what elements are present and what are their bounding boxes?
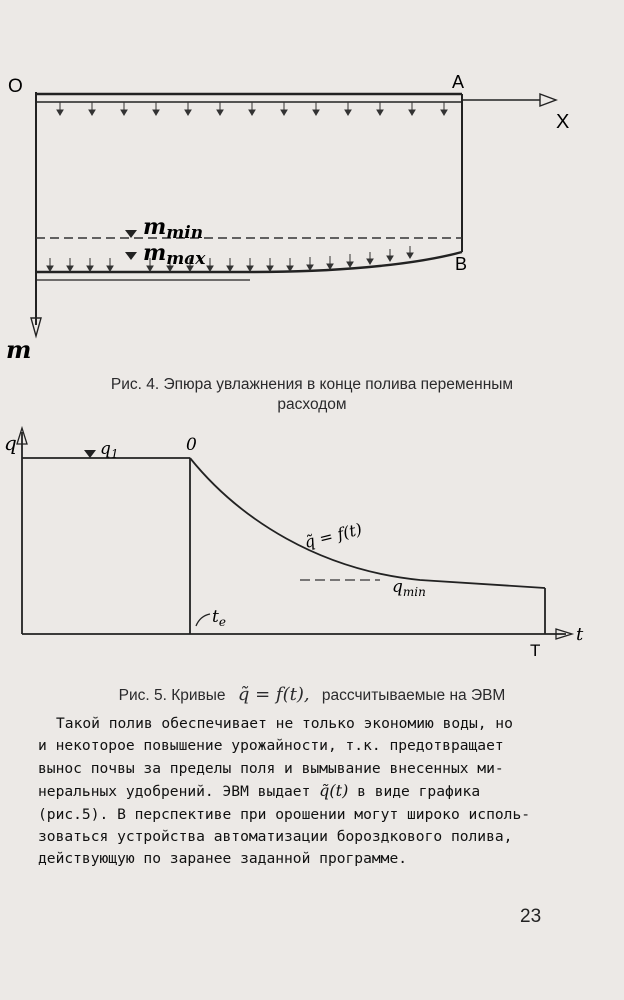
figure-4-caption <box>0 376 624 414</box>
body-paragraph <box>38 713 598 871</box>
label-q1-sub: 1 <box>110 447 119 461</box>
label-origin: O <box>8 76 23 97</box>
label-T: T <box>530 641 541 660</box>
label-m-axis: m <box>6 335 32 364</box>
page-number: 23 <box>520 906 542 927</box>
body-line-4-formula: q̃(t) <box>319 781 349 801</box>
label-m-max <box>143 240 206 269</box>
figure-5-caption-formula: q̃ = f(t), <box>237 684 310 705</box>
body-line-1: Такой полив обеспечивает не только экономию воды, но <box>56 715 513 732</box>
label-m-min-sub: min <box>166 223 204 243</box>
figure-4-caption-line-1: Рис. 4. Эпюра увлажнения в конце полива переменным <box>110 376 514 393</box>
label-q1 <box>100 439 119 461</box>
figure-4-moisture-diagram <box>0 70 624 370</box>
figure-5-caption <box>0 684 624 705</box>
label-x: X <box>556 111 570 133</box>
label-m-max-base: m <box>143 240 167 266</box>
label-q-axis: q <box>4 431 17 455</box>
top-flow-arrows <box>57 102 447 115</box>
body-line-6: зоваться устройства автоматизации бороздкового полива, <box>38 828 513 846</box>
label-a: A <box>452 72 465 92</box>
label-b: B <box>455 254 468 274</box>
label-q1-base: q <box>100 439 111 459</box>
body-line-4-end: в виде графика <box>357 783 481 801</box>
label-te <box>212 607 226 629</box>
m-max-marker-icon <box>125 252 137 260</box>
label-te-base: t <box>212 607 219 627</box>
q-curve <box>190 458 545 588</box>
m-min-marker-icon <box>125 230 137 238</box>
label-te-sub: e <box>218 615 226 629</box>
body-line-2: и некоторое повышение урожайности, т.к. предотвращает <box>38 737 504 755</box>
label-m-min-base: m <box>143 214 167 240</box>
body-line-3: вынос почвы за пределы поля и вымывание внесенных ми- <box>38 759 504 777</box>
figure-4-caption-line-2: расходом <box>277 396 347 413</box>
body-line-7: действующую по заранее заданной программе. <box>38 850 408 868</box>
label-t-axis: t <box>576 624 584 645</box>
te-arrow-icon <box>196 614 210 626</box>
label-m-max-sub: max <box>166 249 206 269</box>
label-q-min-sub: min <box>402 585 426 599</box>
label-curve-formula: q̃ = f(t) <box>302 519 364 552</box>
figure-5-caption-prefix: Рис. 5. Кривые <box>118 687 226 704</box>
figure-5-caption-suffix: рассчитываемые на ЭВМ <box>321 687 506 704</box>
label-zero: 0 <box>186 435 197 455</box>
x-axis-arrow <box>540 94 556 106</box>
q1-marker-icon <box>84 450 96 458</box>
body-line-4: неральных удобрений. ЭВМ выдает <box>38 783 311 801</box>
label-q-min-base: q <box>392 577 403 597</box>
body-line-5: (рис.5). В перспективе при орошении могут широко исполь- <box>38 805 531 823</box>
label-m-min <box>143 214 203 243</box>
figure-5-flow-curve <box>0 420 624 670</box>
